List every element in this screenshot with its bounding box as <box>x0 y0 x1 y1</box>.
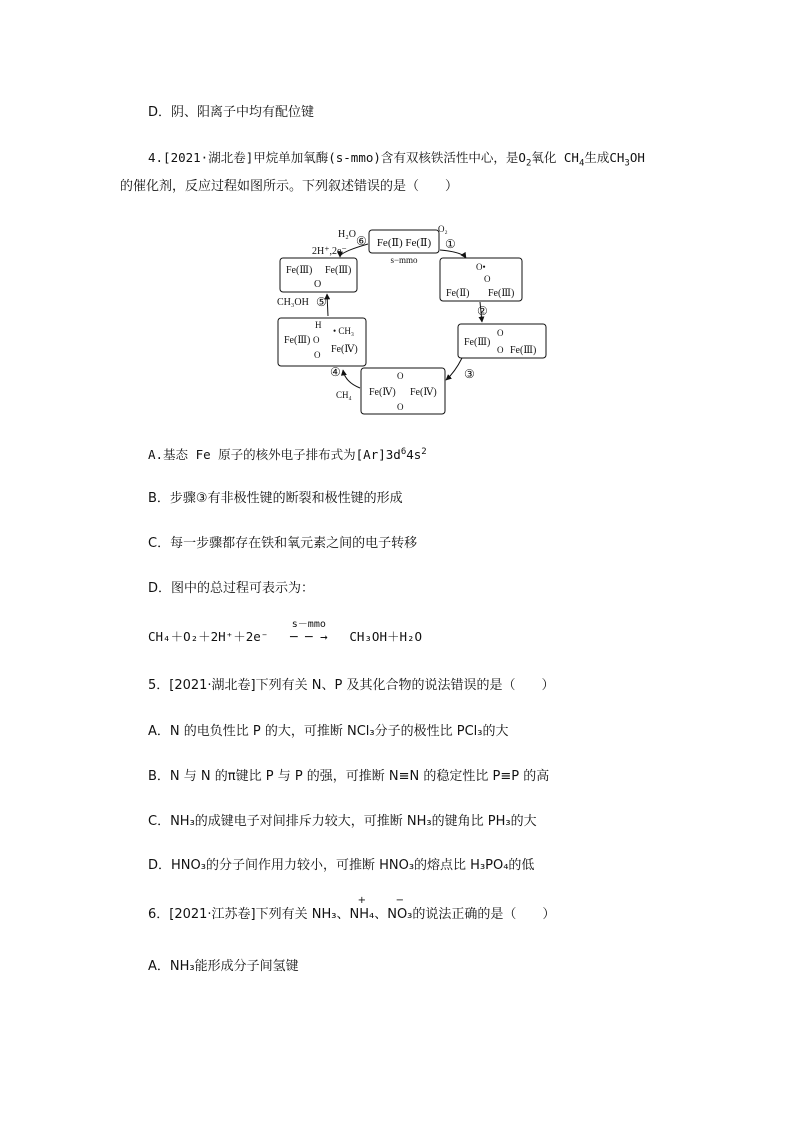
ch3-radical-label: • CH₃ <box>333 326 355 336</box>
q6-separator: 、 <box>374 907 388 922</box>
q4-option-d: D．图中的总过程可表示为： <box>148 581 315 596</box>
equation-products: CH₃OH＋H₂O <box>349 629 423 644</box>
step-5: ⑤ <box>316 295 327 309</box>
fe3-label-f: Fe(Ⅲ) <box>284 335 311 346</box>
arrow-4 <box>343 370 360 388</box>
o-label-b: O <box>484 274 491 284</box>
o-label-c: O <box>497 328 504 338</box>
fe3-label-b: Fe(Ⅲ) <box>325 265 352 276</box>
o2-label: O₂ <box>438 224 448 234</box>
step-3: ③ <box>464 367 475 381</box>
q4-stem-line1: 4.[2021·湖北卷]甲烷单加氧酶(s-mmo)含有双核铁活性中心，是$O_2$氧化 $CH_4$生成$CH_3OH$ <box>148 150 645 169</box>
o-label-f: O <box>314 350 321 360</box>
no3-formula: NO₃ <box>387 907 413 922</box>
q6-stem-a: 6．[2021·江苏卷]下列有关 NH₃、 <box>148 907 350 922</box>
q6-stem <box>148 895 556 924</box>
nh4-ion <box>349 895 375 924</box>
q5-option-d: D．HNO₃的分子间作用力较小，可推断 HNO₃的熔点比 H₃PO₄的低 <box>148 858 535 873</box>
no3-charge: − <box>395 895 404 906</box>
fe4-label-b: Fe(Ⅳ) <box>369 387 396 398</box>
fe3-label-d: Fe(Ⅲ) <box>464 337 491 348</box>
step-1: ① <box>445 237 456 251</box>
2h-2e-label: 2H⁺,2e⁻ <box>312 246 347 257</box>
q4-option-b: B．步骤③有非极性键的断裂和极性键的形成 <box>148 491 403 506</box>
h2o-label: H₂O <box>338 229 356 240</box>
q6-option-a: A．NH₃能形成分子间氢键 <box>148 959 299 974</box>
ch3oh-label: CH₃OH <box>277 297 309 308</box>
equation-arrow: s－mmo ─ ─ → <box>276 628 342 646</box>
q5-option-b: B．N 与 N 的π键比 P 与 P 的强，可推断 N≡N 的稳定性比 P≡P 的高 <box>148 769 550 784</box>
fe4-label-a: Fe(Ⅳ) <box>331 344 358 355</box>
q3-option-d: D．阴、阳离子中均有配位键 <box>148 105 315 120</box>
q4-stem1d: OH <box>629 150 645 165</box>
nh4-formula: NH₄ <box>349 907 375 922</box>
q4-option-a-text: A.基态 Fe 原子的核外电子排布式为[Ar]3d <box>148 447 401 462</box>
arrow-3 <box>446 358 462 380</box>
q4-option-a <box>148 446 427 464</box>
o-label-a: O <box>314 279 322 290</box>
q4-stem1c: 生成CH <box>584 150 625 165</box>
step-2: ② <box>477 304 488 318</box>
q4-option-a-sup2: 2 <box>421 446 427 457</box>
smmo-label: s−mmo <box>390 255 418 265</box>
fe3-label-e: Fe(Ⅲ) <box>510 345 537 356</box>
q4-stem1b: 氧化 CH <box>531 150 579 165</box>
fe4-label-c: Fe(Ⅳ) <box>410 387 437 398</box>
q4-option-c: C．每一步骤都存在铁和氧元素之间的电子转移 <box>148 536 418 551</box>
q5-option-c: C．NH₃的成键电子对间排斥力较大，可推断 NH₃的键角比 PH₃的大 <box>148 814 537 829</box>
equation-catalyst: s－mmo <box>291 619 326 630</box>
fe3-label-a: Fe(Ⅲ) <box>286 265 313 276</box>
fe3-label-c: Fe(Ⅲ) <box>488 288 515 299</box>
q4-stem1a: 4.[2021·湖北卷]甲烷单加氧酶(s-mmo)含有双核铁活性中心，是O <box>148 150 526 165</box>
o-label-h: O <box>397 402 404 412</box>
arrow-5 <box>327 294 328 316</box>
q4-overall-equation <box>148 619 423 646</box>
nh4-charge: + <box>357 895 367 906</box>
q4-option-a-sup1: 6 <box>400 446 407 457</box>
q4-option-a-mid: 4s <box>406 447 422 462</box>
q4-stem-line2: 的催化剂，反应过程如图所示。下列叙述错误的是（ ） <box>120 179 459 194</box>
fe2-fe2-label: Fe(Ⅱ) Fe(Ⅱ) <box>376 237 432 249</box>
o-label-d: O <box>497 345 504 355</box>
step-6: ⑥ <box>356 234 367 248</box>
q5-option-a: A．N 的电负性比 P 的大，可推断 NCl₃分子的极性比 PCl₃的大 <box>148 724 509 739</box>
no3-ion <box>387 895 413 924</box>
o-label-g: O <box>397 371 404 381</box>
step-4: ④ <box>330 365 341 379</box>
equation-reactants: CH₄＋O₂＋2H⁺＋2e⁻ <box>148 629 269 644</box>
o-radical-label: O• <box>476 262 486 272</box>
ch4-label: CH₄ <box>336 390 352 400</box>
arrow-1 <box>440 250 466 258</box>
o-label-e: O <box>313 335 320 345</box>
h-label: H <box>315 320 322 330</box>
q5-stem: 5．[2021·湖北卷]下列有关 N、P 及其化合物的说法错误的是（ ） <box>148 678 555 693</box>
q6-stem-b: 的说法正确的是（ ） <box>412 907 556 922</box>
fe2-label: Fe(Ⅱ) <box>446 288 470 299</box>
